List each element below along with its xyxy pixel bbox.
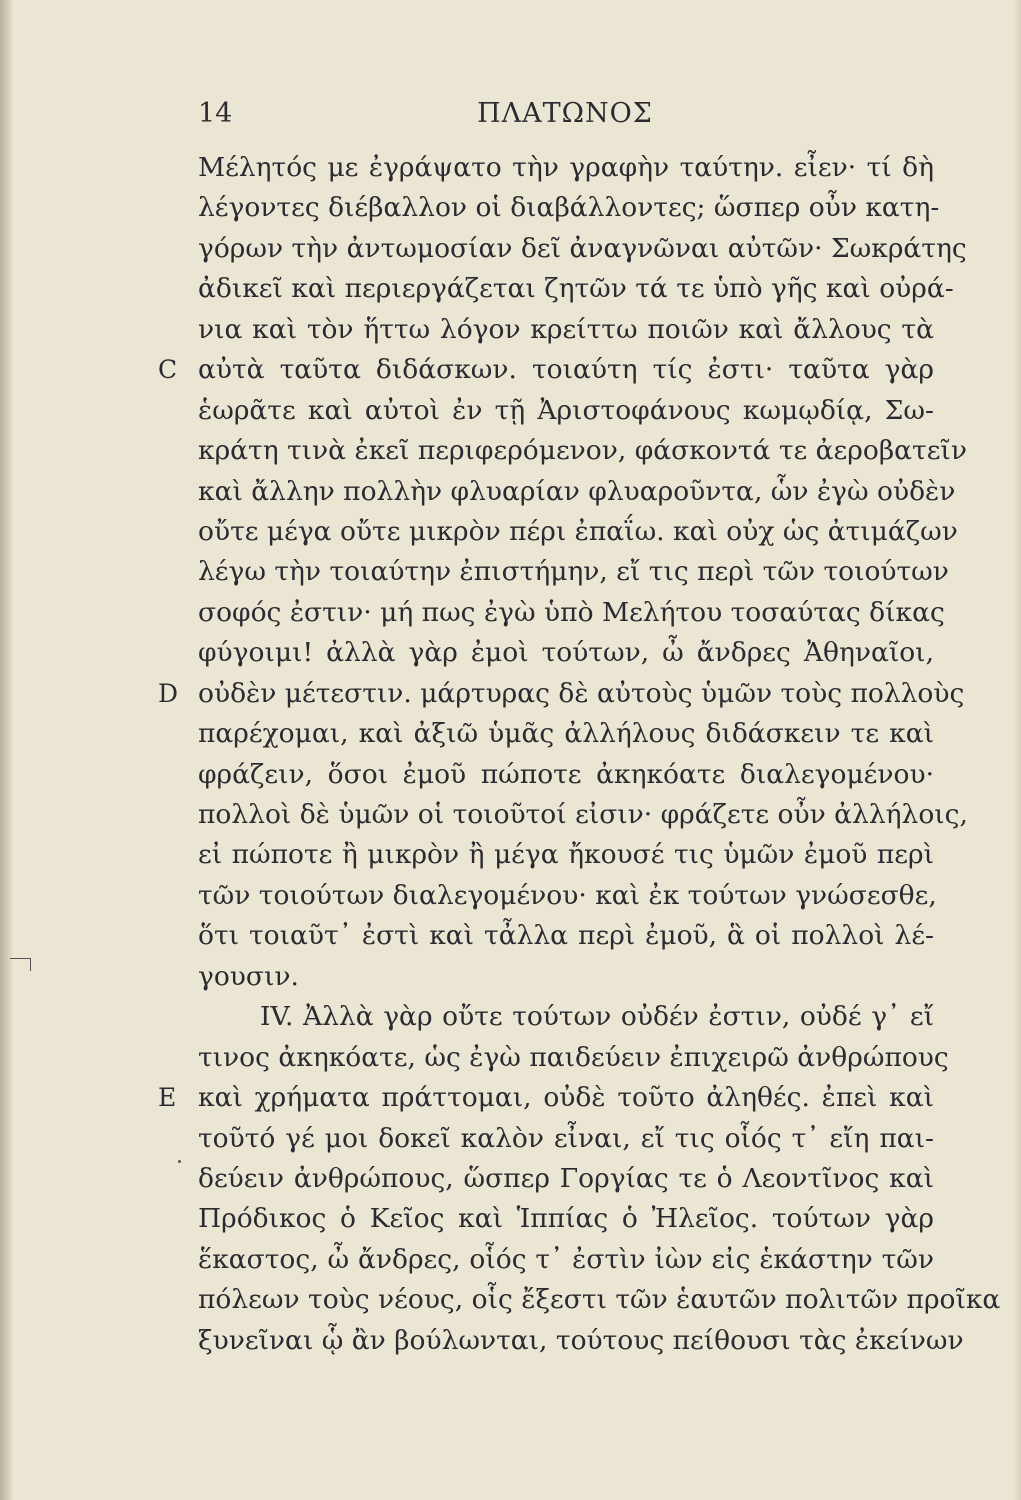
text-line: [198, 1240, 934, 1280]
line-text: αὐτὰ ταῦτα διδάσκων. τοιαύτη τίς ἐστι· ταῦτα γὰρ: [198, 354, 934, 386]
line-text: καὶ χρήματα πράττομαι, οὐδὲ τοῦτο ἀληθές. ἐπεὶ καὶ: [198, 1082, 934, 1114]
text-line: [198, 997, 934, 1037]
stephanus-marker: C: [158, 355, 178, 385]
running-title: ΠΛΑΤΩΝΟΣ: [477, 98, 653, 129]
line-text: τοῦτό γέ μοι δοκεῖ καλὸν εἶναι, εἴ τις οἷός τ᾽ εἴη παι-: [198, 1122, 934, 1154]
line-text: καὶ ἄλλην πολλὴν φλυαρίαν φλυαροῦντα, ὧν ἐγὼ οὐδὲν: [198, 475, 956, 507]
text-line: [198, 1038, 949, 1078]
text-line: [198, 391, 934, 431]
text-line: [198, 1119, 934, 1159]
line-text: γόρων τὴν ἀντωμοσίαν δεῖ ἀναγνῶναι αὐτῶν· Σωκράτης: [198, 232, 967, 264]
page-header: [198, 98, 932, 138]
page-edge-left: [0, 0, 12, 1500]
line-text: πολλοὶ δὲ ὑμῶν οἱ τοιοῦτοί εἰσιν· φράζετε οὖν ἀλλήλοις,: [198, 799, 968, 830]
text-line: [198, 835, 934, 875]
text-line: [198, 795, 968, 835]
text-line: [198, 472, 956, 512]
line-text: φύγοιμι! ἀλλὰ γὰρ ἐμοὶ τούτων, ὦ ἄνδρες Ἀθηναῖοι,: [198, 637, 934, 669]
line-text: δεύειν ἀνθρώπους, ὥσπερ Γοργίας τε ὁ Λεοντῖνος καὶ: [198, 1162, 934, 1194]
line-text: ξυνεῖναι ᾧ ἂν βούλωνται, τούτους πείθουσι τὰς ἐκείνων: [198, 1324, 964, 1356]
line-text: λέγοντες διέβαλλον οἱ διαβάλλοντες; ὥσπερ οὖν κατη-: [198, 192, 940, 224]
text-line: [198, 229, 967, 269]
line-text: κράτη τινὰ ἐκεῖ περιφερόμενον, φάσκοντά τε ἀεροβατεῖν: [198, 435, 967, 467]
line-text: Μέλητός με ἐγράψατο τὴν γραφὴν ταύτην. εἶεν· τί δὴ: [198, 152, 934, 183]
line-text: Πρόδικος ὁ Κεῖος καὶ Ἱππίας ὁ Ἠλεῖος. τούτων γὰρ: [198, 1203, 934, 1235]
text-line: [198, 714, 934, 754]
text-line: [198, 1280, 1001, 1320]
line-text: παρέχομαι, καὶ ἀξιῶ ὑμᾶς ἀλλήλους διδάσκειν τε καὶ: [198, 718, 934, 750]
line-text: οὔτε μέγα οὔτε μικρὸν πέρι ἐπαΐω. καὶ οὐχ ὡς ἀτιμάζων: [198, 515, 958, 547]
text-line: [198, 1321, 964, 1361]
text-line: [198, 916, 934, 956]
line-text: πόλεων τοὺς νέους, οἷς ἔξεστι τῶν ἑαυτῶν πολιτῶν προῖκα: [198, 1284, 1001, 1316]
text-line: [198, 876, 937, 916]
text-line: [198, 431, 967, 471]
line-text: οὐδὲν μέτεστιν. μάρτυρας δὲ αὐτοὺς ὑμῶν τοὺς πολλοὺς: [198, 677, 965, 709]
text-line: [198, 633, 934, 673]
line-text: σοφός ἐστιν· μή πως ἐγὼ ὑπὸ Μελήτου τοσαύτας δίκας: [198, 596, 945, 628]
line-text: ἑωρᾶτε καὶ αὐτοὶ ἐν τῇ Ἀριστοφάνους κωμῳδίᾳ, Σω-: [198, 394, 934, 426]
line-text: ὅτι τοιαῦτ᾽ ἐστὶ καὶ τἆλλα περὶ ἐμοῦ, ἃ οἱ πολλοὶ λέ-: [198, 920, 934, 952]
page-number: 14: [198, 98, 233, 129]
line-text: λέγω τὴν τοιαύτην ἐπιστήμην, εἴ τις περὶ τῶν τοιούτων: [198, 556, 949, 588]
text-line: [158, 1078, 934, 1118]
line-text: τινος ἀκηκόατε, ὡς ἐγὼ παιδεύειν ἐπιχειρῶ ἀνθρώπους: [198, 1041, 949, 1073]
text-line: [158, 350, 934, 390]
text-line: [198, 188, 940, 228]
line-text: ἀδικεῖ καὶ περιεργάζεται ζητῶν τά τε ὑπὸ γῆς καὶ οὐρά-: [198, 273, 954, 305]
text-line: [158, 674, 965, 714]
margin-dot-mark: [178, 1160, 181, 1163]
text-line: [198, 310, 934, 350]
line-text: ἕκαστος, ὦ ἄνδρες, οἷός τ᾽ ἐστὶν ἰὼν εἰς ἑκάστην τῶν: [198, 1243, 934, 1275]
stephanus-marker: E: [158, 1083, 177, 1113]
stephanus-marker: D: [158, 678, 179, 708]
text-line: [198, 1159, 934, 1199]
line-text: IV. Ἀλλὰ γὰρ οὔτε τούτων οὐδέν ἐστιν, οὐδέ γ᾽ εἴ: [260, 1001, 934, 1033]
body-text: [158, 148, 1001, 1361]
text-line: [198, 552, 949, 592]
text-line: [198, 148, 934, 188]
text-line: [198, 269, 954, 309]
line-text: φράζειν, ὅσοι ἐμοῦ πώποτε ἀκηκόατε διαλεγομένου·: [198, 758, 934, 790]
line-text: εἰ πώποτε ἢ μικρὸν ἢ μέγα ἤκουσέ τις ὑμῶν ἐμοῦ περὶ: [198, 839, 934, 871]
text-line: [198, 593, 945, 633]
text-line: [198, 512, 958, 552]
text-line: [198, 957, 934, 997]
line-text: τῶν τοιούτων διαλεγομένου· καὶ ἐκ τούτων γνώσεσθε,: [198, 879, 937, 911]
page-edge-right: [1013, 0, 1021, 1500]
text-line: [198, 1199, 934, 1239]
margin-bracket-mark: [10, 958, 31, 971]
line-text: γουσιν.: [198, 960, 299, 992]
line-text: νια καὶ τὸν ἥττω λόγον κρείττω ποιῶν καὶ ἄλλους τὰ: [198, 313, 934, 345]
text-line: [198, 755, 934, 795]
